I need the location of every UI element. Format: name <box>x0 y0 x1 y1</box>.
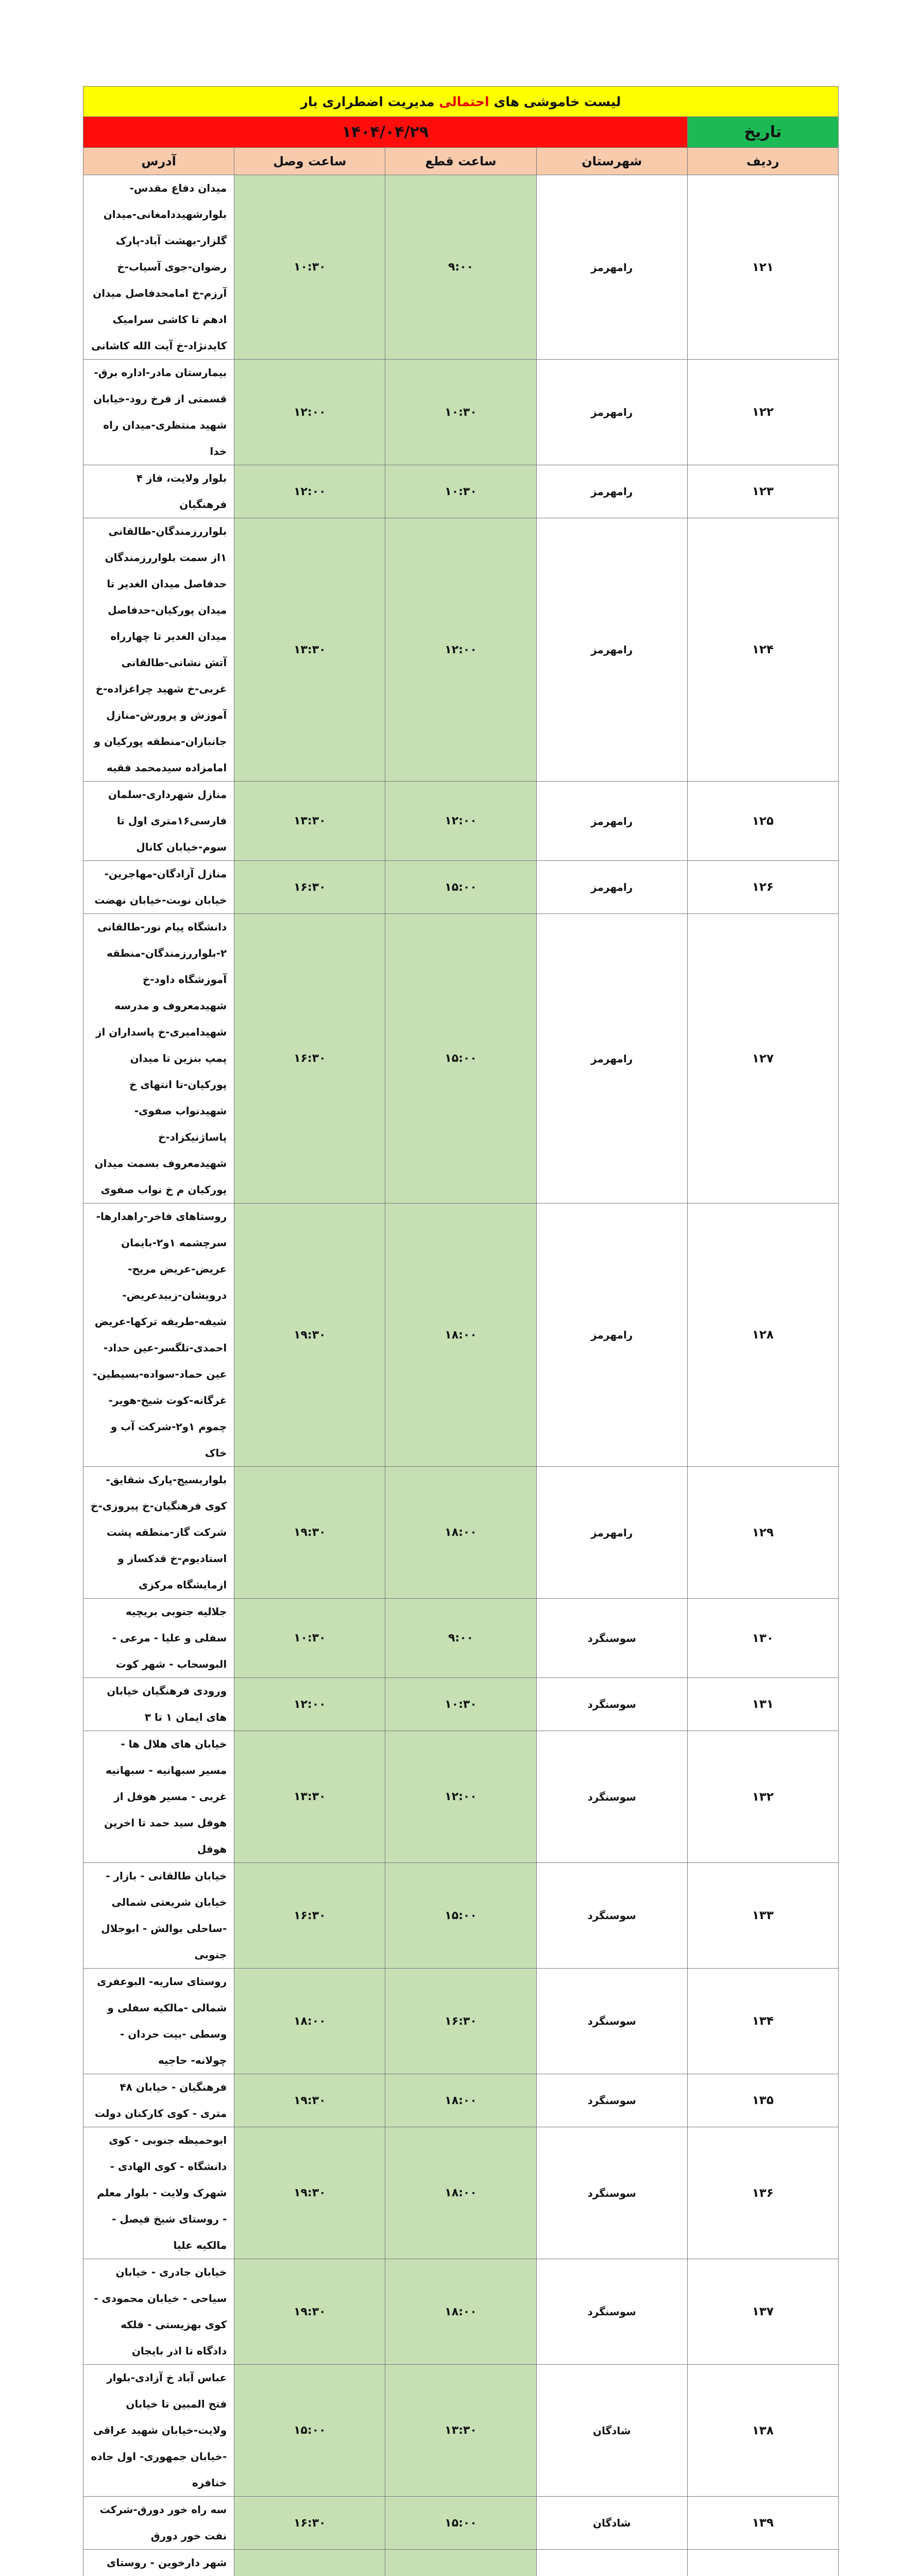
title-row <box>83 87 839 117</box>
city-cell <box>536 2550 687 2576</box>
connect-time-cell: ۱۵:۰۰ <box>234 2365 385 2497</box>
city-cell: شادگان <box>536 2497 687 2550</box>
cut-time-cell: ۱۰:۳۰ <box>385 465 536 518</box>
connect-time-cell: ۱۲:۰۰ <box>234 465 385 518</box>
table-row <box>83 2259 839 2365</box>
cut-time-cell: ۱۸:۰۰ <box>385 1204 536 1467</box>
cut-time-cell: ۱۸:۰۰ <box>385 2127 536 2259</box>
row-number <box>687 2550 838 2576</box>
row-number: ۱۲۹ <box>687 1467 838 1599</box>
connect-time-cell: ۱۲:۰۰ <box>234 1678 385 1731</box>
connect-time-cell: ۱۲:۰۰ <box>234 360 385 465</box>
header-row-number: ردیف <box>687 148 838 175</box>
table-row <box>83 1467 839 1599</box>
row-number: ۱۲۲ <box>687 360 838 465</box>
title-part2: مدیریت اضطراری بار <box>301 94 435 109</box>
table-row <box>83 1731 839 1863</box>
outage-table <box>83 86 839 2576</box>
connect-time-cell: ۱۹:۳۰ <box>234 2074 385 2127</box>
address-cell: جلالیه جنوبی بریچیه سفلی و علیا - مرعی - البوسحاب - شهر کوت <box>83 1599 234 1678</box>
address-cell: خیابان جادری - خیابان سیاحی - خیابان محمودی - کوی بهزیستی - فلکه دادگاه تا اذر بایجان <box>83 2259 234 2365</box>
city-cell: سوسنگرد <box>536 1678 687 1731</box>
connect-time-cell: ۱۳:۳۰ <box>234 782 385 861</box>
row-number: ۱۳۸ <box>687 2365 838 2497</box>
row-number: ۱۳۳ <box>687 1863 838 1969</box>
header-city: شهرستان <box>536 148 687 175</box>
city-cell: سوسنگرد <box>536 1731 687 1863</box>
connect-time-cell: ۱۹:۳۰ <box>234 1467 385 1599</box>
table-row <box>83 518 839 782</box>
city-cell: رامهرمز <box>536 360 687 465</box>
table-row <box>83 782 839 861</box>
address-cell: دانشگاه پیام نور-طالقانی ۲-بلواررزمندگان-منطقه آموزشگاه داود-خ شهیدمعروف و مدرسه شهیدامیری-خ پاسداران از پمپ بنزین تا میدان پورکیان-تا انتهای خ شهیدنواب صفوی-پاساژنیکزاد-خ شهیدمعروف بسمت میدان پورکیان م خ نواب صفوی <box>83 914 234 1204</box>
connect-time-cell: ۱۶:۳۰ <box>234 861 385 914</box>
table-row <box>83 1969 839 2074</box>
cut-time-cell: ۱۵:۰۰ <box>385 1863 536 1969</box>
city-cell: سوسنگرد <box>536 1599 687 1678</box>
cut-time-cell: ۱۳:۳۰ <box>385 2365 536 2497</box>
city-cell: سوسنگرد <box>536 2259 687 2365</box>
row-number: ۱۲۷ <box>687 914 838 1204</box>
address-cell: شهر دارخوین - روستای <box>83 2550 234 2576</box>
table-row <box>83 2074 839 2127</box>
address-cell: بلواربسیج-پارک شقایق-کوی فرهنگیان-خ پیروزی-خ شرکت گاز-منطقه پشت استادیوم-خ قدکساز و ازمایشگاه مرکزی <box>83 1467 234 1599</box>
table-row <box>83 861 839 914</box>
row-number: ۱۳۷ <box>687 2259 838 2365</box>
header-connect-time: ساعت وصل <box>234 148 385 175</box>
table-row <box>83 2497 839 2550</box>
connect-time-cell: ۱۳:۳۰ <box>234 518 385 782</box>
address-cell: بیمارستان مادر-اداره برق-قسمتی از فرخ رود-خیابان شهید منتظری-میدان راه خدا <box>83 360 234 465</box>
connect-time-cell: ۱۰:۳۰ <box>234 1599 385 1678</box>
connect-time-cell: ۱۳:۳۰ <box>234 1731 385 1863</box>
city-cell: سوسنگرد <box>536 2074 687 2127</box>
cut-time-cell: ۱۲:۰۰ <box>385 782 536 861</box>
address-cell: روستاهای فاخر-راهدارها-سرچشمه ۱و۲-بایمان عریض-عریض مریح-درویشان-زبیدعریض-شیفه-طریفه ترکها-عریض احمدی-تلگسر-عین حداد-عین حماد-سواده-بسیطین-غرگانه-کوت شیخ-هویر-چموم ۱و۲-شرکت آب و خاک <box>83 1204 234 1467</box>
address-cell: بلواررزمندگان-طالقانی ۱از سمت بلواررزمندگان حدفاصل میدان الغدیر تا میدان پورکیان-حدفاصل میدان الغدیر تا چهارراه آتش نشانی-طالقانی غربی-خ شهید چراغزاده-خ آموزش و پرورش-منازل جانبازان-منطقه پورکیان و امامزاده سیدمحمد فقیه <box>83 518 234 782</box>
row-number: ۱۳۹ <box>687 2497 838 2550</box>
table-row <box>83 914 839 1204</box>
city-cell: رامهرمز <box>536 1204 687 1467</box>
row-number: ۱۲۳ <box>687 465 838 518</box>
city-cell: رامهرمز <box>536 782 687 861</box>
connect-time-cell: ۱۹:۳۰ <box>234 2259 385 2365</box>
cut-time-cell: ۱۲:۰۰ <box>385 518 536 782</box>
table-row <box>83 465 839 518</box>
address-cell: ورودی فرهنگیان خیابان های ایمان ۱ تا ۳ <box>83 1678 234 1731</box>
address-cell: عباس آباد خ آزادی-بلوار فتح المبین تا خیابان ولایت-خیابان شهید عراقی -خیابان جمهوری- اول جاده خنافره <box>83 2365 234 2497</box>
table-row <box>83 2127 839 2259</box>
connect-time-cell: ۱۶:۳۰ <box>234 2497 385 2550</box>
cut-time-cell: ۱۸:۰۰ <box>385 2259 536 2365</box>
row-number: ۱۲۶ <box>687 861 838 914</box>
address-cell: منازل آزادگان-مهاجرین-خیابان نوبت-خیابان نهضت <box>83 861 234 914</box>
city-cell: رامهرمز <box>536 914 687 1204</box>
header-address: آدرس <box>83 148 234 175</box>
address-cell: ابوحمیظه جنوبی - کوی دانشگاه - کوی الهادی - شهرک ولایت - بلوار معلم - روستای شیخ فیصل - مالکیه علیا <box>83 2127 234 2259</box>
table-row <box>83 1204 839 1467</box>
cut-time-cell: ۹:۰۰ <box>385 175 536 360</box>
title-part1: لیست خاموشی های <box>493 94 621 109</box>
row-number: ۱۳۵ <box>687 2074 838 2127</box>
date-row <box>83 117 839 148</box>
row-number: ۱۲۴ <box>687 518 838 782</box>
connect-time-cell <box>234 2550 385 2576</box>
city-cell: رامهرمز <box>536 518 687 782</box>
address-cell: روستای ساریه- البوعفری شمالی -مالکیه سفلی و وسطی -بیت حردان - چولانه- حاجیه <box>83 1969 234 2074</box>
outage-schedule-sheet <box>83 86 839 2576</box>
cut-time-cell: ۱۵:۰۰ <box>385 861 536 914</box>
connect-time-cell: ۱۶:۳۰ <box>234 1863 385 1969</box>
row-number: ۱۲۵ <box>687 782 838 861</box>
row-number: ۱۳۰ <box>687 1599 838 1678</box>
row-number: ۱۳۴ <box>687 1969 838 2074</box>
table-row <box>83 1599 839 1678</box>
address-cell: میدان دفاع مقدس-بلوارشهیددامغانی-میدان گلزار-بهشت آباد-پارک رضوان-جوی آسیاب-خ آرزم-خ امامحدفاصل میدان ادهم تا کاشی سرامیک کایدنژاد-خ آیت الله کاشانی <box>83 175 234 360</box>
connect-time-cell: ۱۹:۳۰ <box>234 2127 385 2259</box>
city-cell: رامهرمز <box>536 861 687 914</box>
cut-time-cell: ۱۲:۰۰ <box>385 1731 536 1863</box>
row-number: ۱۳۶ <box>687 2127 838 2259</box>
address-cell: خیابان های هلال ها - مسیر سبهانیه - سبهانیه غربی - مسیر هوفل از هوفل سید حمد تا اخرین هوفل <box>83 1731 234 1863</box>
table-row <box>83 175 839 360</box>
address-cell: منازل شهرداری-سلمان فارسی۱۶متری اول تا سوم-خیابان کانال <box>83 782 234 861</box>
cut-time-cell: ۱۰:۳۰ <box>385 360 536 465</box>
city-cell: رامهرمز <box>536 1467 687 1599</box>
cut-time-cell: ۱۵:۰۰ <box>385 914 536 1204</box>
cut-time-cell <box>385 2550 536 2576</box>
table-row <box>83 2365 839 2497</box>
connect-time-cell: ۱۰:۳۰ <box>234 175 385 360</box>
city-cell: رامهرمز <box>536 465 687 518</box>
connect-time-cell: ۱۸:۰۰ <box>234 1969 385 2074</box>
header-row <box>83 148 839 175</box>
city-cell: سوسنگرد <box>536 1863 687 1969</box>
date-label: تاریخ <box>687 117 838 148</box>
city-cell: سوسنگرد <box>536 2127 687 2259</box>
row-number: ۱۲۸ <box>687 1204 838 1467</box>
city-cell: سوسنگرد <box>536 1969 687 2074</box>
city-cell: رامهرمز <box>536 175 687 360</box>
row-number: ۱۳۲ <box>687 1731 838 1863</box>
connect-time-cell: ۱۶:۳۰ <box>234 914 385 1204</box>
table-row <box>83 360 839 465</box>
cut-time-cell: ۱۸:۰۰ <box>385 2074 536 2127</box>
title-highlight: احتمالی <box>439 94 489 109</box>
address-cell: سه راه خور دورق-شرکت نفت خور دورق <box>83 2497 234 2550</box>
address-cell: فرهنگیان - خیابان ۴۸ متری - کوی کارکنان دولت <box>83 2074 234 2127</box>
cut-time-cell: ۱۰:۳۰ <box>385 1678 536 1731</box>
city-cell: شادگان <box>536 2365 687 2497</box>
address-cell: خیابان طالقانی - بازار - خیابان شریعتی شمالی -ساحلی بوالش - ابوجلال جنوبی <box>83 1863 234 1969</box>
row-number: ۱۲۱ <box>687 175 838 360</box>
table-title <box>83 87 839 117</box>
cut-time-cell: ۹:۰۰ <box>385 1599 536 1678</box>
table-row <box>83 2550 839 2576</box>
row-number: ۱۳۱ <box>687 1678 838 1731</box>
cut-time-cell: ۱۶:۳۰ <box>385 1969 536 2074</box>
table-row <box>83 1678 839 1731</box>
cut-time-cell: ۱۵:۰۰ <box>385 2497 536 2550</box>
table-row <box>83 1863 839 1969</box>
date-value: ۱۴۰۴/۰۴/۲۹ <box>83 117 688 148</box>
address-cell: بلوار ولایت، فاز ۴ فرهنگیان <box>83 465 234 518</box>
header-cut-time: ساعت قطع <box>385 148 536 175</box>
connect-time-cell: ۱۹:۳۰ <box>234 1204 385 1467</box>
cut-time-cell: ۱۸:۰۰ <box>385 1467 536 1599</box>
